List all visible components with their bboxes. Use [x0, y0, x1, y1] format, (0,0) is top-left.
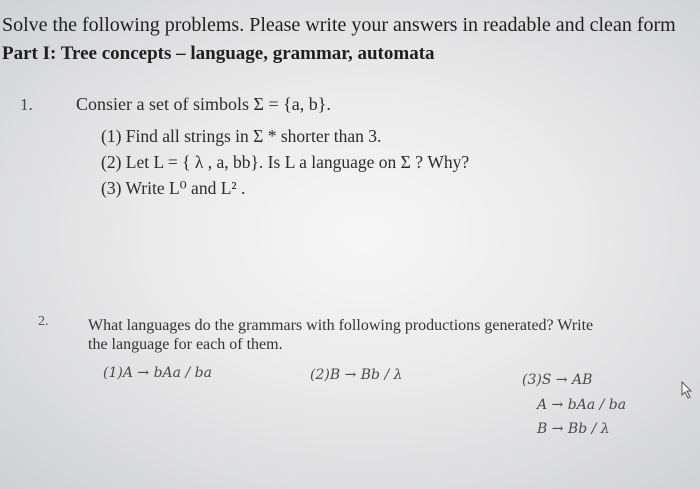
question-1-number: 1. — [20, 95, 33, 114]
page-title: Solve the following problems. Please write your answers in readable and clean form — [2, 14, 676, 36]
question-1-item-3: (3) Write L⁰ and L² . — [101, 178, 246, 198]
question-2-stem-line-2: the language for each of them. — [88, 336, 283, 353]
question-1-item-2: (2) Let L = { λ , a, bb}. Is L a language on Σ ? Why? — [101, 152, 470, 172]
grammar-3-line-2: A → bAa / ba — [537, 397, 627, 413]
grammar-3-line-3: B → Bb / λ — [537, 421, 610, 437]
question-2-stem-line-1: What languages do the grammars with following productions generated? Write — [88, 317, 594, 334]
grammar-1: (1)A → bAa / ba — [103, 365, 212, 381]
question-1-item-1: (1) Find all strings in Σ * shorter than 3. — [101, 126, 382, 146]
part-heading: Part I: Tree concepts – language, grammar, automata — [2, 43, 435, 64]
grammar-2: (2)B → Bb / λ — [310, 367, 403, 383]
grammar-3-line-1: (3)S → AB — [522, 372, 593, 388]
mouse-pointer-icon — [680, 381, 694, 404]
question-1-stem: Consier a set of simbols Σ = {a, b}. — [76, 94, 331, 114]
question-2-number: 2. — [38, 314, 49, 329]
